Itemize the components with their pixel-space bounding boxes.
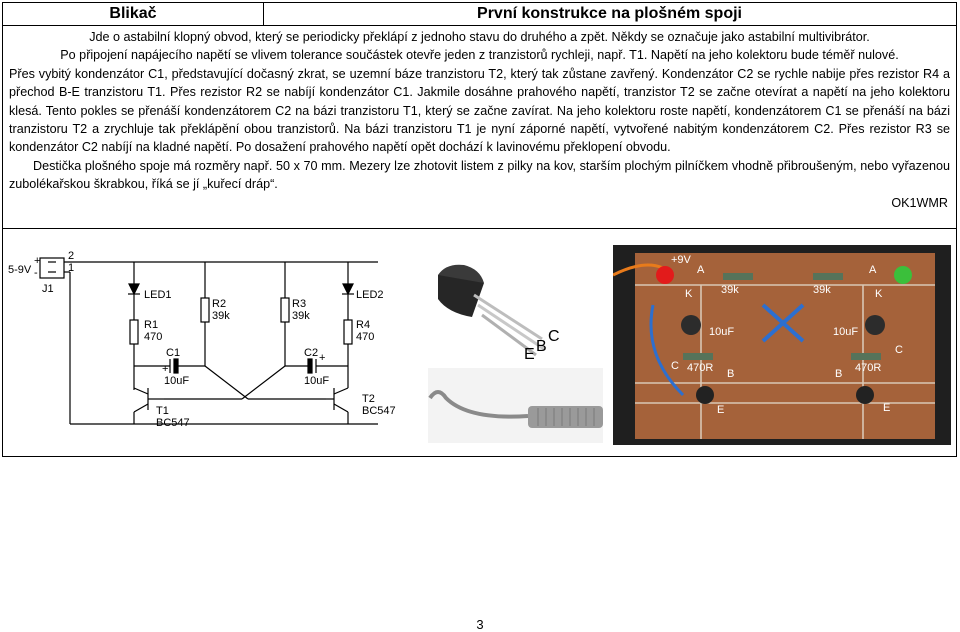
- t2-name: T2: [362, 393, 375, 405]
- pcb-r-bottom-left: 470R: [687, 362, 714, 374]
- article-text: [9, 28, 950, 212]
- connector-pin1-label: 1: [68, 262, 75, 274]
- circuit-schematic: [8, 248, 418, 440]
- c2-name: C2: [304, 347, 319, 359]
- pcb-c-pin-left: C: [671, 360, 679, 372]
- pcb-r-right: 39k: [813, 284, 831, 296]
- r2-name: R2: [212, 298, 227, 310]
- pcb-photo: [613, 245, 951, 445]
- pcb-k-left: K: [685, 288, 693, 300]
- r1-name: R1: [144, 319, 159, 331]
- connector-plus-label: +: [34, 255, 41, 267]
- r4-value: 470: [356, 331, 375, 343]
- supply-voltage-label: 5-9V: [8, 264, 32, 276]
- paragraph-operation: Přes vybitý kondenzátor C1, představující dočasný zkrat, se uzemní báze tranzistoru T2, který tak zůstane zavřený. Kondenzátor C2 se rychle nabije přes rezistor R4 a přechod B-E tranzistoru T1. Přes rezistor R2 se nabíjí kondenzátor C1. Jakmile dosáhne prahového napětí, tranzistor T2 se začne otevírat a napětí na jeho kolektoru klesá. Tento pokles se přenáší kondenzátorem C2 na bázi tranzistoru T1, který se začne zavírat. Na jeho kolektoru roste napětí, kondenzátorem C1 se přenáší na bázi tranzistoru T2 a zrychluje tak překlápění obou tranzistorů. Na bázi tranzistoru T1 je nyní záporné napětí, vytvořené nabitým kondenzátorem C2. Přes rezistor R3 se kondenzátor C2 nabíjí na kladné napětí. Po dosažení prahového napětí opět dochází k lavinovému překlopení obvodu.: [9, 66, 950, 155]
- author-signature: OK1WMR: [891, 195, 948, 210]
- pcb-e-left: E: [717, 404, 725, 416]
- paragraph-pcb: Destička plošného spoje má rozměry např. 50 x 70 mm. Mezery lze zhotovit listem z pilky na kov, starším plochým pilníčkem vhodně přibroušeným, nebo vyřazenou zubolékařskou škrabkou, říká se jí „kuřecí dráp“.: [9, 158, 950, 192]
- t1-type: BC547: [156, 417, 190, 429]
- pcb-c-pin-right: C: [895, 344, 903, 356]
- c1-plus-label: +: [162, 363, 169, 375]
- r2-value: 39k: [212, 310, 230, 322]
- c2-plus-label: +: [319, 352, 326, 364]
- pcb-b-right: B: [835, 368, 843, 380]
- paragraph-startup: Po připojení napájecího napětí se vlivem tolerance součástek otevře jeden z tranzistorů rychleji, např. T1. Napětí na jeho kolektoru bude téměř nulové.: [60, 48, 899, 63]
- led2-label: LED2: [356, 289, 384, 301]
- pcb-r-bottom-right: 470R: [855, 362, 882, 374]
- led1-label: LED1: [144, 289, 172, 301]
- page-number: 3: [476, 617, 484, 632]
- pcb-c-left: 10uF: [709, 326, 735, 338]
- pin-b-label: B: [536, 338, 547, 355]
- c2-value: 10uF: [304, 375, 330, 387]
- pcb-e-right: E: [883, 402, 891, 414]
- section-title: První konstrukce na plošném spoji: [477, 5, 742, 22]
- r4-name: R4: [356, 319, 371, 331]
- pcb-supply-label: +9V: [671, 254, 691, 266]
- r3-value: 39k: [292, 310, 310, 322]
- r3-name: R3: [292, 298, 307, 310]
- paragraph-intro: Jde o astabilní klopný obvod, který se periodicky překlápí z jednoho stavu do druhého a zpět. Někdy se označuje jako astabilní multivibrátor.: [89, 30, 870, 44]
- connector-minus-label: -: [34, 267, 38, 279]
- scraper-tool-photo: [428, 368, 603, 443]
- title-row: [3, 3, 956, 26]
- pcb-c-right: 10uF: [833, 326, 859, 338]
- pin-c-label: C: [548, 328, 560, 345]
- section-divider: [3, 228, 956, 229]
- t2-type: BC547: [362, 405, 396, 417]
- transistor-photo: [424, 255, 604, 365]
- pcb-r-left: 39k: [721, 284, 739, 296]
- connector-pin2-label: 2: [68, 250, 75, 262]
- pcb-b-left: B: [727, 368, 735, 380]
- connector-label: J1: [42, 283, 54, 295]
- pcb-a-right: A: [869, 264, 877, 276]
- t1-name: T1: [156, 405, 169, 417]
- article-title: Blikač: [3, 3, 264, 25]
- pcb-k-right: K: [875, 288, 883, 300]
- c1-value: 10uF: [164, 375, 190, 387]
- pin-e-label: E: [524, 346, 535, 363]
- r1-value: 470: [144, 331, 163, 343]
- pcb-a-left: A: [697, 264, 705, 276]
- c1-name: C1: [166, 347, 181, 359]
